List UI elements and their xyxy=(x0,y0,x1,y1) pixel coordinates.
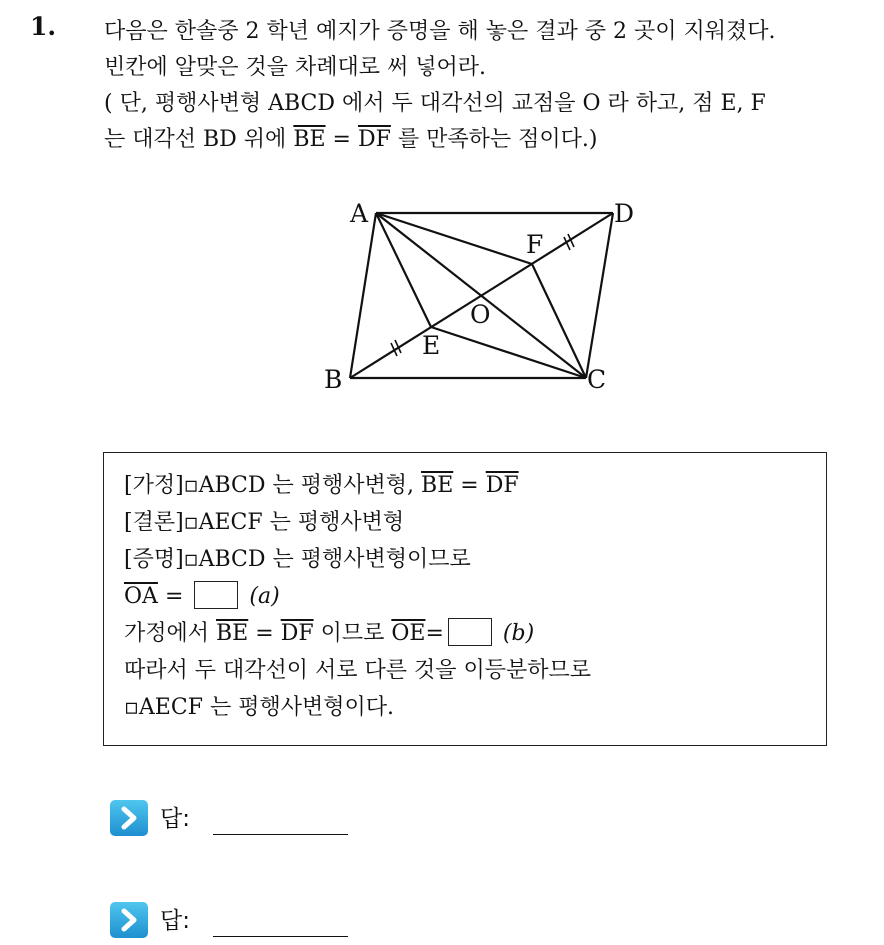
question-text xyxy=(104,14,874,158)
question-line-3: ( 단, 평행사변형 ABCD 에서 두 대각선의 교점을 O 라 하고, 점 E, F xyxy=(104,91,766,116)
given-be: $\overline{BE}$ xyxy=(421,473,454,498)
proof-lines xyxy=(124,467,591,726)
segment-ae xyxy=(376,213,431,327)
question-number: 1. xyxy=(30,12,57,41)
segment-ec xyxy=(431,327,586,378)
question-line-4 xyxy=(104,122,874,158)
side-ba xyxy=(350,213,376,378)
label-a: A xyxy=(350,199,369,228)
line5-eq: = xyxy=(255,621,274,646)
line5-pre: 가정에서 xyxy=(124,621,210,646)
oa-eq: = xyxy=(164,584,184,609)
proof-tag: [증명] xyxy=(124,547,184,572)
equals-sign: = xyxy=(332,127,351,152)
segment-oa: $\overline{OA}$ xyxy=(124,584,158,609)
parallelogram-symbol: ▫ xyxy=(183,510,199,535)
label-c: C xyxy=(587,365,607,394)
line5-df: $\overline{DF}$ xyxy=(280,621,314,646)
final-line xyxy=(124,689,591,726)
answer-blank-2[interactable] xyxy=(213,936,348,937)
line5-be: $\overline{BE}$ xyxy=(216,621,249,646)
parallelogram-symbol: ▫ xyxy=(183,473,199,498)
given-df: $\overline{DF}$ xyxy=(485,473,519,498)
given-eq: = xyxy=(460,473,479,498)
question-line-1: 다음은 한솔중 2 학년 예지가 증명을 해 놓은 결과 중 2 곳이 지워졌다. xyxy=(104,19,776,44)
blank-a-box[interactable] xyxy=(194,581,238,609)
diagonal-ac xyxy=(376,213,586,378)
conclusion-text: AECF 는 평행사변형 xyxy=(198,510,405,535)
conclusion-tag: [결론] xyxy=(124,510,184,535)
question-line-2: 빈칸에 알맞은 것을 차례대로 써 넣어라. xyxy=(104,55,486,80)
segment-be: $\overline{BE}$ xyxy=(293,127,326,152)
label-f: F xyxy=(526,230,544,259)
label-b: B xyxy=(324,365,343,394)
line5-eq2: = xyxy=(425,621,444,646)
answer-label: 답: xyxy=(160,908,190,934)
parallelogram-symbol: ▫ xyxy=(183,547,199,572)
segment-af xyxy=(376,213,532,264)
oa-line xyxy=(124,578,591,615)
final-text: AECF 는 평행사변형이다. xyxy=(138,695,394,720)
label-d: D xyxy=(614,199,635,228)
blank-b-box[interactable] xyxy=(448,618,492,646)
proof-start-line xyxy=(124,541,591,578)
label-o: O xyxy=(470,300,491,329)
segment-fc xyxy=(532,264,586,378)
parallelogram-figure xyxy=(300,190,660,405)
given-line xyxy=(124,467,591,504)
segment-oe: $\overline{OE}$ xyxy=(391,621,426,646)
blank-b-label: (b) xyxy=(502,621,535,646)
question-line-4-pre: 는 대각선 BD 위에 xyxy=(104,127,287,152)
proof-text: ABCD 는 평행사변형이므로 xyxy=(198,547,471,572)
parallelogram-symbol: ▫ xyxy=(124,695,139,720)
chevron-right-icon xyxy=(110,800,148,836)
given-text: ABCD 는 평행사변형, xyxy=(198,473,415,498)
question-line-4-post: 를 만족하는 점이다.) xyxy=(397,127,598,152)
answer-label: 답: xyxy=(160,806,190,832)
given-tag: [가정] xyxy=(124,473,184,498)
conclusion-line xyxy=(124,504,591,541)
chevron-right-icon xyxy=(110,902,148,938)
bisect-line: 따라서 두 대각선이 서로 다른 것을 이등분하므로 xyxy=(124,658,592,683)
line5-mid: 이므로 xyxy=(320,621,385,646)
segment-df: $\overline{DF}$ xyxy=(357,127,391,152)
side-dc xyxy=(586,213,613,378)
oe-line xyxy=(124,615,591,652)
label-e: E xyxy=(422,331,441,360)
answer-blank-1[interactable] xyxy=(213,834,348,835)
blank-a-label: (a) xyxy=(249,584,280,609)
proof-box xyxy=(103,452,827,746)
